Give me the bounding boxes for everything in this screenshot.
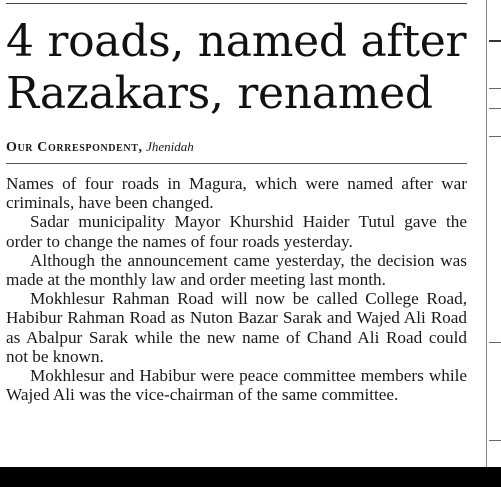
edge-rule [489,342,501,343]
article-body [6,174,467,404]
edge-rule [489,108,501,109]
byline-name: Our Correspondent, [6,140,143,155]
headline [6,16,476,120]
paragraph-2: Sadar municipality Mayor Khurshid Haider Tutul gave the order to change the names of four roads yesterday. [6,212,467,251]
adjacent-column-edge [487,0,501,487]
paragraph-5: Mokhlesur and Habibur were peace committee members while Wajed Ali was the vice-chairman of the same committee. [6,366,467,405]
headline-line-2: Razakars, renamed [6,68,433,119]
byline-rule [6,163,467,164]
edge-rule [489,88,501,89]
byline-place: Jhenidah [146,139,194,154]
paragraph-4: Mokhlesur Rahman Road will now be called College Road, Habibur Rahman Road as Nuton Bazar Sarak and Wajed Ali Road as Abalpur Sarak while the new name of Chand Ali Road could not be known. [6,289,467,366]
paragraph-1: Names of four roads in Magura, which were named after war criminals, have been changed. [6,174,467,213]
byline [6,139,194,156]
paragraph-3: Although the announcement came yesterday, the decision was made at the monthly law and order meeting last month. [6,250,467,290]
edge-rule [489,440,501,441]
edge-rule [489,40,501,42]
bottom-black-bar [0,467,501,487]
headline-line-1: 4 roads, named after [6,16,467,67]
edge-rule [489,136,501,137]
top-rule [6,3,467,4]
